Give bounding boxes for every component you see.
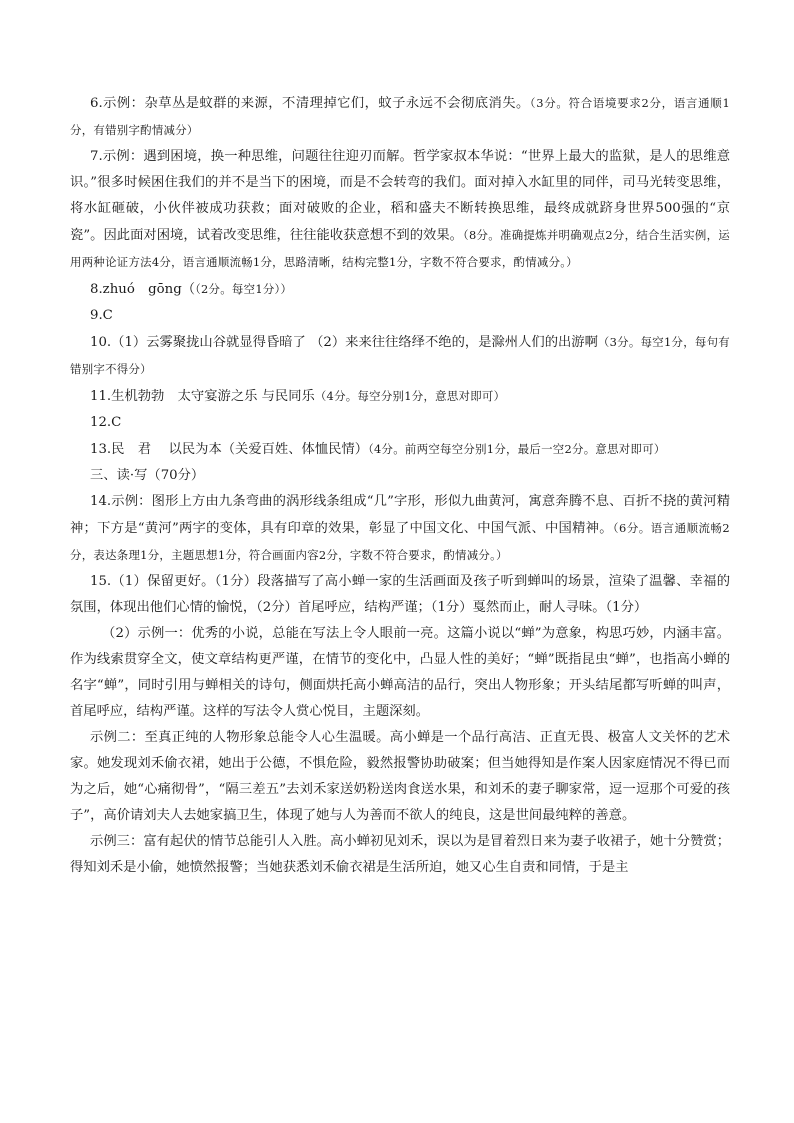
answer-text: 9.C [90, 308, 113, 323]
answer-item-12 [70, 410, 730, 436]
answer-item-15 [70, 569, 730, 621]
scoring-note: （4分。前两空每空分别1分，最后一空2分。意思对即可） [368, 442, 666, 456]
section-heading [70, 463, 730, 489]
answer-text: 11.生机勃勃 太守宴游之乐 与民同乐 [90, 389, 315, 404]
section-heading-text: 三、读·写（70分） [90, 468, 205, 483]
answer-text: 15.（1）保留更好。（1分）段落描写了高小蝉一家的生活画面及孩子听到蝉叫的场景，渲染了温馨、幸福的氛围，体现出他们心情的愉悦，（2分）首尾呼应，结构严谨；（1分）戛然而止，耐人寻味。（1分） [70, 574, 730, 615]
answer-paragraph-example-2: 示例二：至真正纯的人物形象总能令人心生温暖。高小蝉是一个品行高洁、正直无畏、极富人文关怀的艺术家。她发现刘禾偷衣裙，她出于公德，不惧危险，毅然报警协助破案；但当她得知是作案人因家庭情况不得已而为之后，她“心痛彻骨”，“隔三差五”去刘禾家送奶粉送肉食送水果，和刘禾的妻子聊家常，逗一逗那个可爱的孩子”，高价请刘夫人去她家搞卫生，体现了她与人为善而不欲人的纯良，这是世间最纯粹的善意。 [70, 730, 730, 823]
answer-text: 12.C [90, 415, 122, 430]
answer-content [70, 90, 730, 881]
scoring-note: （3分。每空1分，每句有错别字不得分） [70, 335, 730, 376]
answer-item-7 [70, 144, 730, 276]
scoring-note: （3分。符合语境要求2分，语言通顺1分，有错别字酌情减分） [70, 96, 730, 137]
answer-paragraph-example-1: （2）示例一：优秀的小说，总能在写法上令人眼前一亮。这篇小说以“蝉”为意象，构思巧妙，内涵丰富。作为线索贯穿全文，使文章结构更严谨，在情节的变化中，凸显人性的美好；“蝉”既指昆虫“蝉”，也指高小蝉的名字“蝉”，同时引用与蝉相关的诗句，侧面烘托高小蝉高洁的品行，突出人物形象；开头结尾都写听蝉的叫声，首尾呼应，结构严谨。这样的写法令人赏心悦目，主题深刻。 [70, 626, 730, 719]
answer-item-8 [70, 276, 730, 303]
answer-text: 13.民 君 以民为本（关爱百姓、体恤民情） [90, 442, 369, 457]
answer-text: 10.（1）云雾聚拢山谷就显得昏暗了 （2）来来往往络绎不绝的，是滁州人们的出游啊 [90, 335, 598, 350]
scoring-note: （8分。准确提炼并明确观点2分，结合生活实例，运用两种论证方法4分，语言通顺流畅1分，思路清晰，结构完整1分，字数不符合要求，酌情减分。） [70, 228, 731, 269]
answer-item-6 [70, 90, 730, 144]
answer-item-14 [70, 489, 730, 569]
scoring-note: （2分。每空1分）） [195, 282, 293, 296]
scoring-note: （6分。语言通顺流畅2分，表达条理1分，主题思想1分，符合画面内容2分，字数不符合要求，酌情减分。） [70, 521, 730, 562]
answer-item-13 [70, 436, 730, 463]
answer-text: 8.zhuó gōng（ [90, 282, 196, 297]
answer-paragraph-example-3: 示例三：富有起伏的情节总能引人入胜。高小蝉初见刘禾，误以为是冒着烈日来为妻子收裙子，她十分赞赏；得知刘禾是小偷，她愤然报警；当她获悉刘禾偷衣裙是生活所迫，她又心生自责和同情，于是主 [70, 834, 730, 875]
answer-item-10 [70, 329, 730, 383]
answer-text: 6.示例：杂草丛是蚊群的来源，不清理掉它们，蚊子永远不会彻底消失。 [90, 96, 530, 111]
answer-item-11 [70, 383, 730, 410]
answer-text: 7.示例：遇到困境，换一种思维，问题往往迎刃而解。哲学家叔本华说：“世界上最大的监狱，是人的思维意识。”很多时候困住我们的并不是当下的困境，而是不会转弯的我们。面对掉入水缸里的同伴，司马光转变思维，将水缸砸破，小伙伴被成功获救；面对破败的企业，稻和盛夫不断转换思维，最终成就跻身世界500强的“京瓷”。因此面对困境，试着改变思维，往往能收获意想不到的效果。 [70, 149, 730, 243]
answer-text: 14.示例：图形上方由九条弯曲的涡形线条组成“几”字形，形似九曲黄河，寓意奔腾不息、百折不挠的黄河精神；下方是“黄河”两字的变体，具有印章的效果，彰显了中国文化、中国气派、中国精神。 [70, 494, 730, 536]
answer-item-9 [70, 303, 730, 329]
scoring-note: （4分。每空分别1分，意思对即可） [314, 389, 506, 403]
